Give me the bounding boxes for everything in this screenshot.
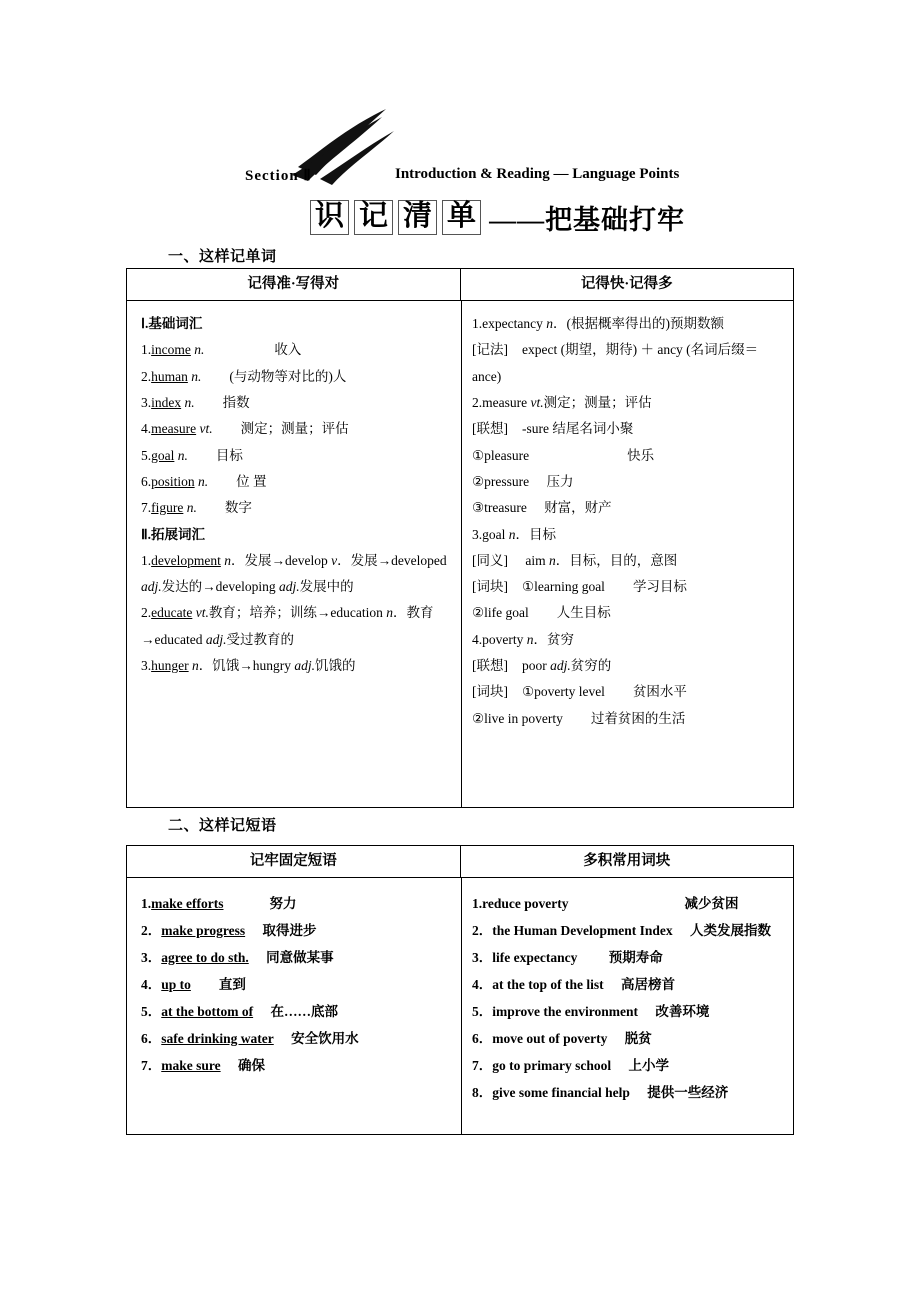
phrase-left-line-5: 6．safe drinking water 安全饮用水: [141, 1031, 359, 1046]
vocab-right-line-2: 2.measure vt.测定；测量；评估: [471, 394, 652, 410]
phrase-col-header-right: 多积常用词块: [583, 853, 671, 869]
vocab-right-line-14: ②live in poverty 过着贫困的生活: [471, 710, 686, 726]
vocab-right-line-0: 1.expectancy n．(根据概率得出的)预期数额: [471, 316, 724, 331]
banner-tail: ——把基础打牢: [489, 205, 686, 235]
vocab-left-line-10: 2.educate vt.教育；培养；训练→education n．教育→educated adj.受过教育的: [141, 605, 434, 647]
phrase-col-left: [127, 878, 462, 1134]
vocab-left-line-2: 2.human n. (与动物等对比的)人: [141, 368, 347, 384]
phrase-right-line-7: 8．give some financial help 提供一些经济: [471, 1085, 729, 1100]
vocab-left-line-0: Ⅰ.基础词汇: [141, 316, 203, 331]
phrase-right-line-5: 6．move out of poverty 脱贫: [471, 1031, 652, 1046]
vocab-left-line-5: 5.goal n. 目标: [141, 447, 243, 463]
phrase-right-line-3: 4．at the top of the list 高居榜首: [471, 977, 675, 992]
phrase-left-line-1: 2．make progress 取得进步: [141, 923, 317, 938]
section-two-heading: 二、这样记短语: [168, 818, 277, 834]
phrase-left-line-0: 1.make efforts 努力: [141, 896, 297, 911]
vocabulary-table: [126, 268, 794, 808]
phrases-table: [126, 845, 794, 1135]
section-one-heading: 一、这样记单词: [168, 249, 277, 265]
banner-char-4: 单: [442, 200, 481, 235]
vocab-right-line-8: [同义] aim n．目标，目的，意图: [471, 552, 678, 568]
vocab-right-line-5: ②pressure 压力: [471, 473, 574, 489]
vocab-left-line-6: 6.position n. 位 置: [141, 473, 267, 489]
vocab-right-line-4: ①pleasure 快乐: [471, 447, 655, 463]
vocab-right-line-13: [词块] ①poverty level 贫困水平: [471, 684, 687, 700]
vocab-left-line-11: 3.hunger n．饥饿→hungry adj.饥饿的: [141, 658, 356, 674]
vocab-right-line-7: 3.goal n．目标: [471, 526, 556, 542]
phrase-left-line-3: 4．up to 直到: [141, 977, 246, 992]
phrase-col-header-left: 记牢固定短语: [127, 846, 461, 877]
phrase-right-line-6: 7．go to primary school 上小学: [471, 1058, 669, 1073]
vocab-col-header-left: 记得准·写得对: [127, 269, 461, 300]
phrase-left-line-2: 3．agree to do sth. 同意做某事: [141, 950, 334, 965]
vocab-col-header-right: 记得快·记得多: [580, 276, 673, 292]
vocab-col-left: [127, 301, 462, 807]
banner-char-3: 清: [398, 200, 437, 235]
phrase-right-line-0: 1.reduce poverty 减少贫困: [471, 896, 739, 911]
phrase-right-line-4: 5．improve the environment 改善环境: [471, 1004, 710, 1019]
vocab-right-line-9: [词块] ①learning goal 学习目标: [471, 579, 687, 595]
section-label: Section Ⅱ: [245, 168, 312, 184]
phrase-col-right: [462, 878, 793, 1134]
banner-char-1: 识: [310, 200, 349, 235]
phrase-left-line-4: 5．at the bottom of 在……底部: [141, 1004, 338, 1019]
vocab-left-line-4: 4.measure vt. 测定；测量；评估: [141, 421, 349, 437]
vocab-right-line-1: [记法] expect (期望，期待) ＋ ancy (名词后缀＝ance): [471, 342, 759, 384]
phrase-right-line-1: 2．the Human Development Index 人类发展指数: [471, 923, 771, 938]
vocab-right-line-12: [联想] poor adj.贫穷的: [471, 658, 612, 674]
vocab-right-line-3: [联想] -sure 结尾名词小聚: [471, 421, 634, 437]
vocab-left-line-8: Ⅱ.拓展词汇: [141, 526, 206, 542]
vocab-left-line-7: 7.figure n. 数字: [141, 500, 252, 516]
vocab-left-line-1: 1.income n. 收入: [141, 342, 302, 358]
page-title: Introduction & Reading — Language Points: [395, 166, 680, 182]
page-header: [0, 100, 920, 190]
vocab-col-right: [462, 301, 793, 807]
phrases-table-header: [127, 846, 793, 878]
vocabulary-table-header: [127, 269, 793, 301]
phrase-left-line-6: 7．make sure 确保: [141, 1058, 265, 1073]
banner: [310, 198, 685, 237]
phrases-table-body: [127, 878, 793, 1134]
vocab-left-line-3: 3.index n. 指数: [141, 394, 250, 410]
vocab-left-line-9: 1.development n．发展→develop v．发展→developed adj.发达的→developing adj.发展中的: [141, 552, 447, 595]
vocab-right-line-11: 4.poverty n．贫穷: [471, 631, 574, 647]
vocab-right-line-10: ②life goal 人生目标: [471, 605, 611, 621]
banner-char-2: 记: [354, 200, 393, 235]
vocab-right-line-6: ③treasure 财富，财产: [471, 500, 612, 516]
phrase-right-line-2: 3．life expectancy 预期寿命: [471, 950, 663, 965]
vocabulary-table-body: [127, 301, 793, 807]
